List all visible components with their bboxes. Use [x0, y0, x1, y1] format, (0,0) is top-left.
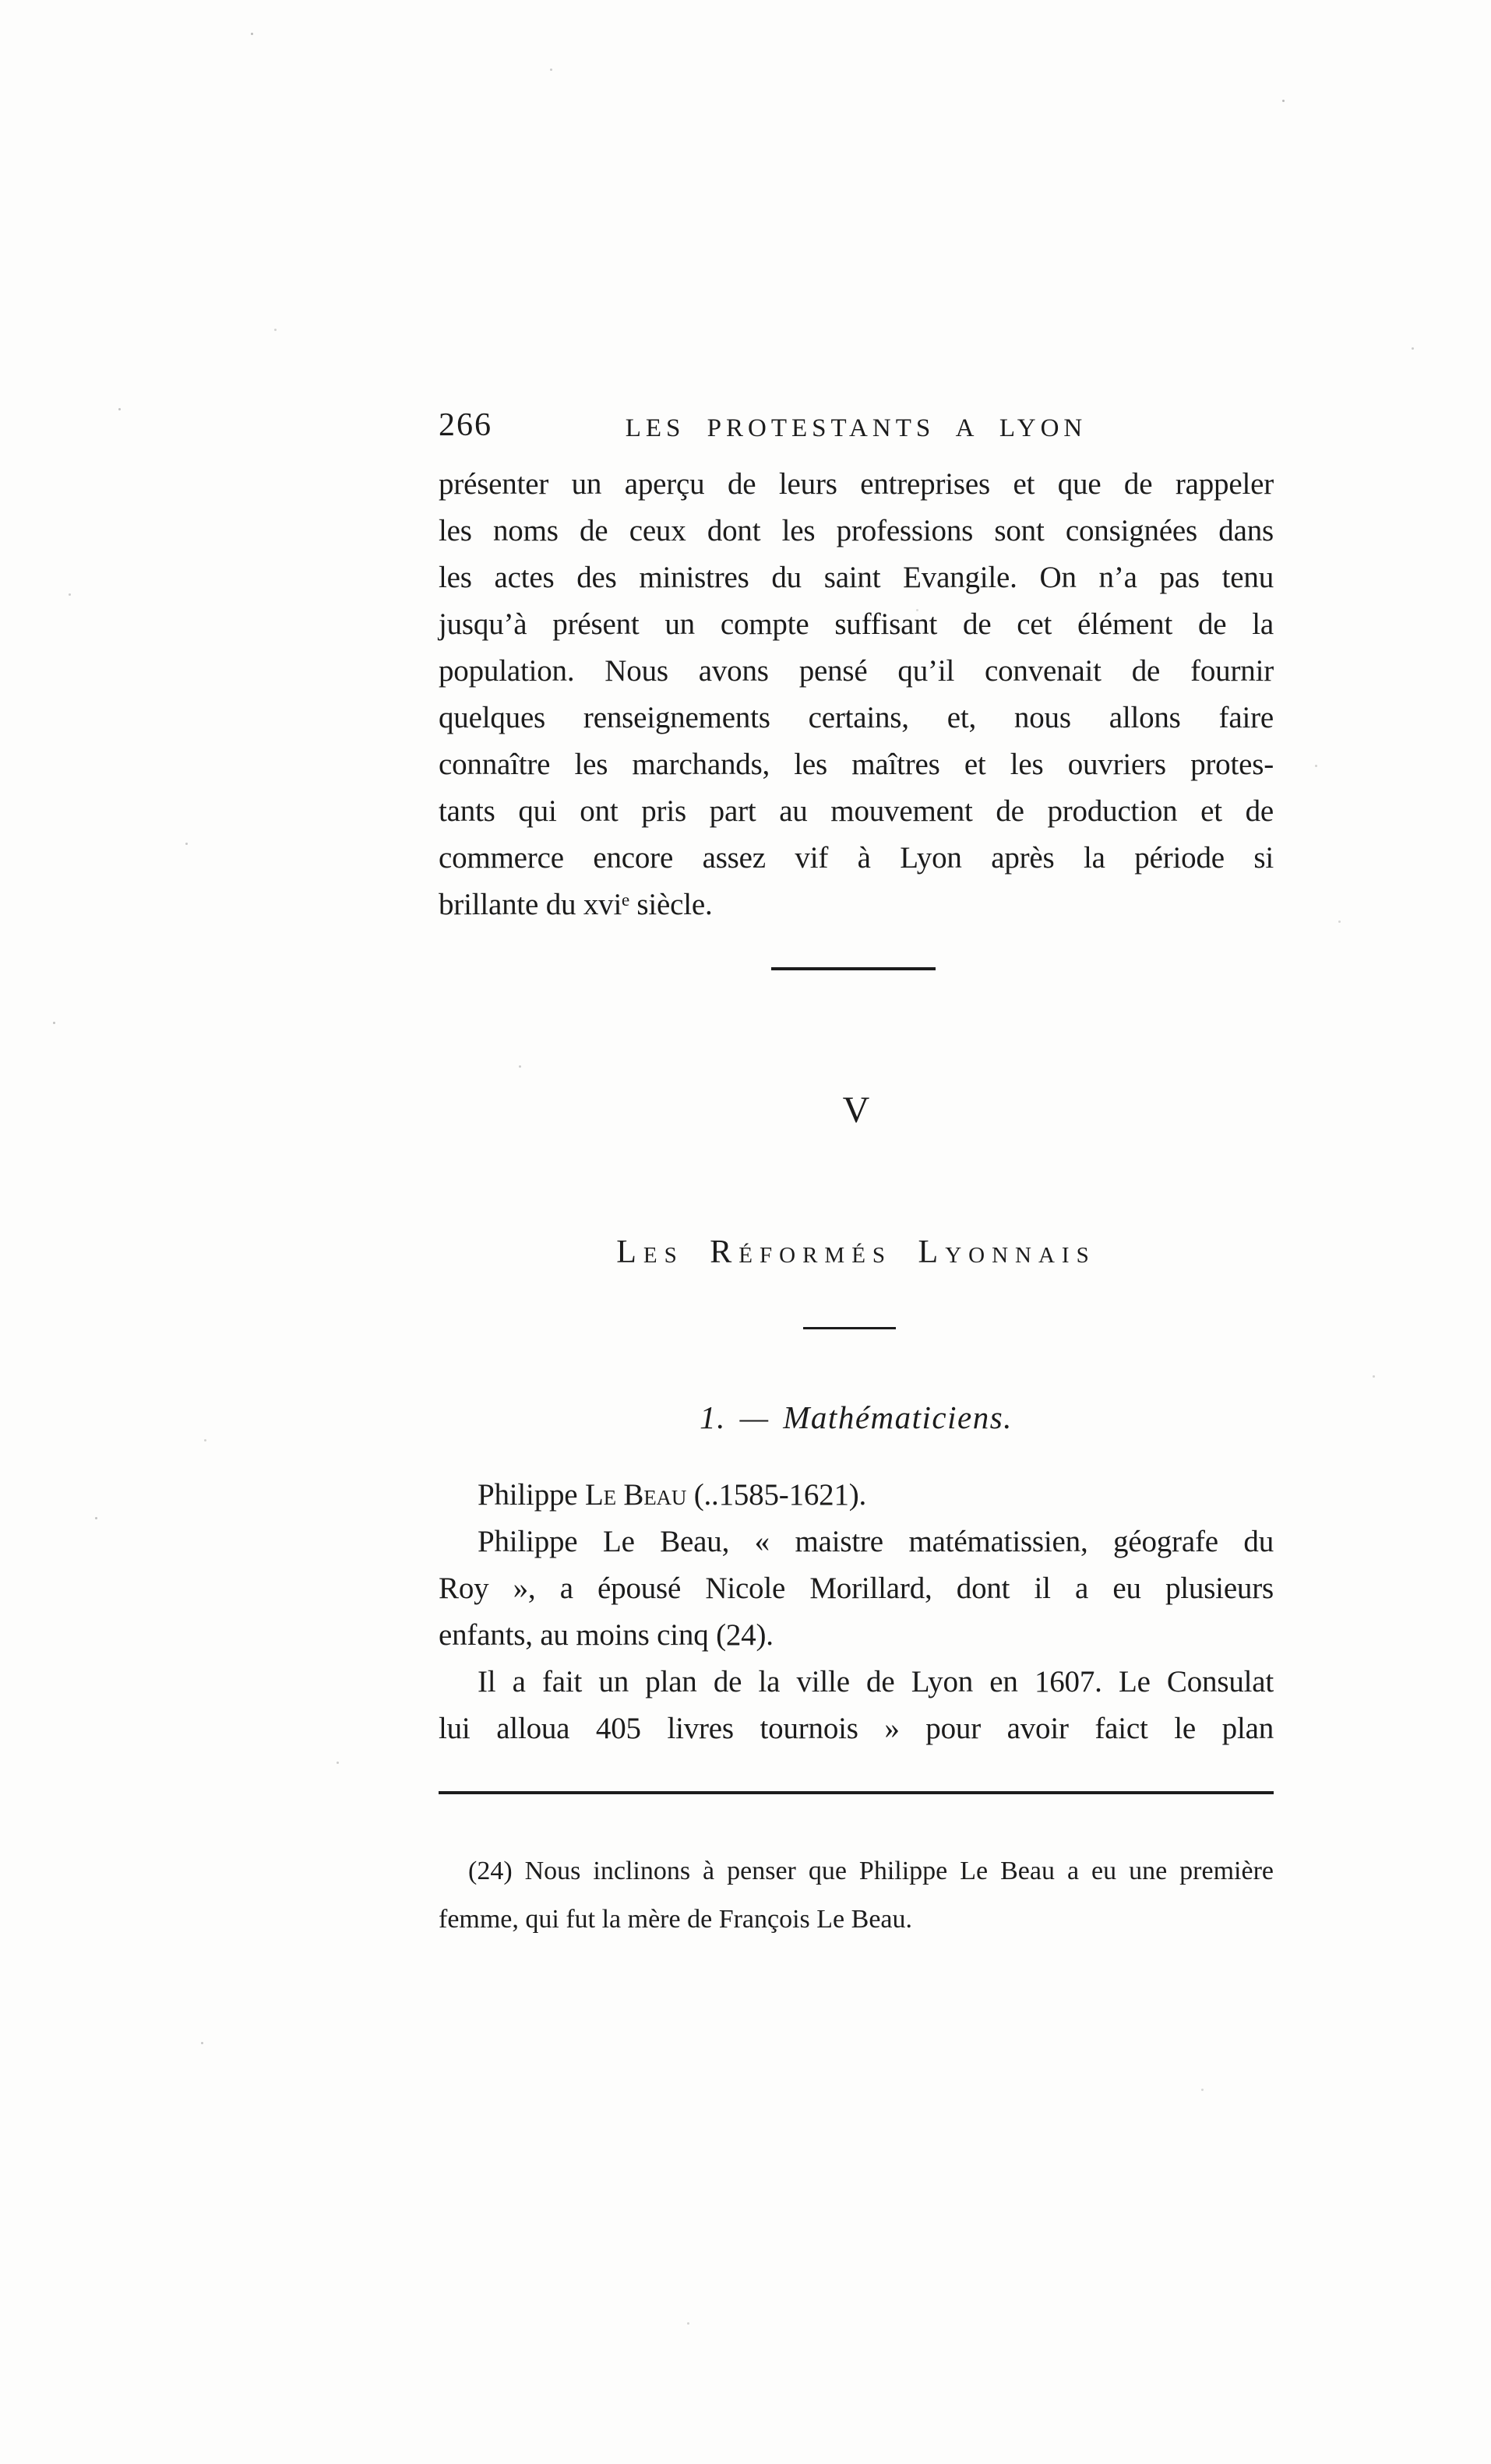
text-line: Il a fait un plan de la ville de Lyon en 1607. Le Consulat [478, 1665, 1274, 1698]
running-title: LES PROTESTANTS A LYON [625, 414, 1087, 442]
section-divider-rule [771, 967, 936, 970]
text-line: population. Nous avons pensé qu’il convenait de fournir [439, 654, 1274, 688]
footnote-line: (24) Nous inclinons à penser que Philippe Le Beau a eu une première [468, 1857, 1274, 1885]
scan-noise-speckles [0, 0, 2, 2]
subsection-title: 1. — Mathématiciens. [700, 1399, 1013, 1435]
entry-name-prefix: Philippe [478, 1478, 585, 1512]
chapter-number: V [842, 1089, 870, 1131]
entry-dates: (..1585-1621). [686, 1478, 867, 1512]
footnote-rule [439, 1791, 1274, 1794]
footnote-line: femme, qui fut la mère de François Le Beau. [439, 1905, 912, 1934]
text-line: brillante du xviᵉ siècle. [439, 888, 713, 921]
entry-section [439, 1472, 1274, 1752]
text-line: jusqu’à présent un compte suffisant de cet élément de la [439, 607, 1274, 641]
text-line: les actes des ministres du saint Evangile. On n’a pas tenu [439, 561, 1274, 594]
chapter-title: Les Réformés Lyonnais [616, 1234, 1096, 1270]
page-header [439, 407, 1274, 455]
footnote [439, 1847, 1274, 1944]
entry-heading [439, 1472, 1274, 1519]
text-line: Philippe Le Beau, « maistre matématissien, géografe du [478, 1525, 1274, 1558]
text-line: Roy », a épousé Nicole Morillard, dont il a eu plusieurs [439, 1572, 1274, 1605]
text-line: connaître les marchands, les maîtres et les ouvriers protes- [439, 748, 1274, 781]
entry-name-smallcaps: Le Beau [584, 1478, 687, 1512]
text-line: lui alloua 405 livres tournois » pour avoir faict le plan [439, 1712, 1274, 1745]
text-line: quelques renseignements certains, et, nous allons faire [439, 701, 1274, 734]
text-line: commerce encore assez vif à Lyon après la période si [439, 841, 1274, 875]
chapter-title-rule [803, 1327, 896, 1329]
text-line: tants qui ont pris part au mouvement de production et de [439, 794, 1274, 828]
page-number: 266 [439, 407, 492, 443]
text-line: présenter un aperçu de leurs entreprises et que de rappeler [439, 467, 1274, 501]
intro-paragraph [439, 461, 1274, 928]
text-line: enfants, au moins cinq (24). [439, 1618, 774, 1652]
text-line: les noms de ceux dont les professions sont consignées dans [439, 514, 1274, 547]
